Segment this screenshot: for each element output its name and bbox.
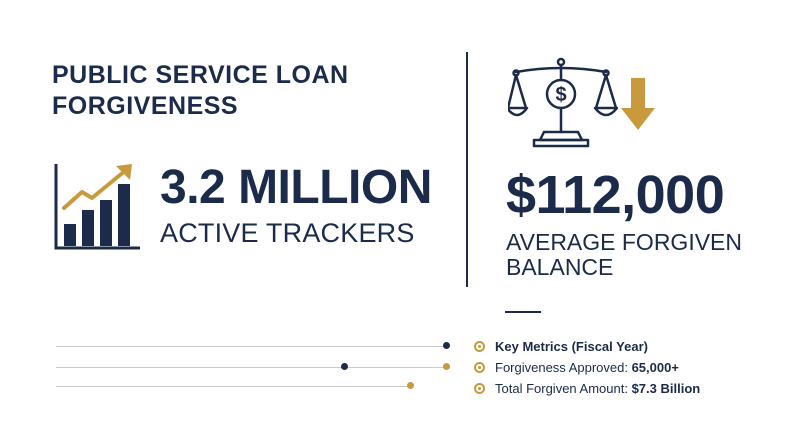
bullet-icon [474,362,485,373]
legend-item-label: Forgiveness Approved: [495,359,632,375]
active-trackers-value: 3.2 MILLION [160,161,432,214]
key-metrics-legend [474,336,700,399]
metric-track-3-dot [407,382,414,389]
bullet-icon [474,341,485,352]
metric-track-2 [56,367,448,368]
legend-item [474,378,700,398]
svg-text:$: $ [555,84,567,106]
down-arrow-icon [620,76,656,132]
bullet-icon [474,383,485,394]
metric-track-2-dot-gold [443,363,450,370]
legend-heading-row [474,336,700,356]
legend-item [474,357,700,377]
vertical-divider [466,52,468,287]
legend-item-label: Total Forgiven Amount: [495,380,632,396]
average-forgiven-label [506,230,742,280]
metric-track-2-dot-navy [341,363,348,370]
legend-item-value: $7.3 Billion [631,380,701,396]
title-line-2: FORGIVENESS [52,92,239,120]
short-divider [505,311,541,313]
metric-track-1-dot [443,342,450,349]
average-forgiven-value: $112,000 [506,165,725,225]
scale-dollar-icon [508,56,618,152]
average-forgiven-label-line-1: AVERAGE FORGIVEN [506,229,743,255]
active-trackers-label: ACTIVE TRACKERS [160,218,415,248]
legend-item-value: 65,000+ [631,359,679,375]
legend-heading: Key Metrics (Fiscal Year) [495,338,648,354]
metric-track-1 [56,346,448,347]
page-title [52,60,349,122]
bar-chart-growth-icon [52,160,142,255]
average-forgiven-label-line-2: BALANCE [506,254,614,280]
title-line-1: PUBLIC SERVICE LOAN [52,61,349,89]
metric-track-3 [56,386,412,387]
